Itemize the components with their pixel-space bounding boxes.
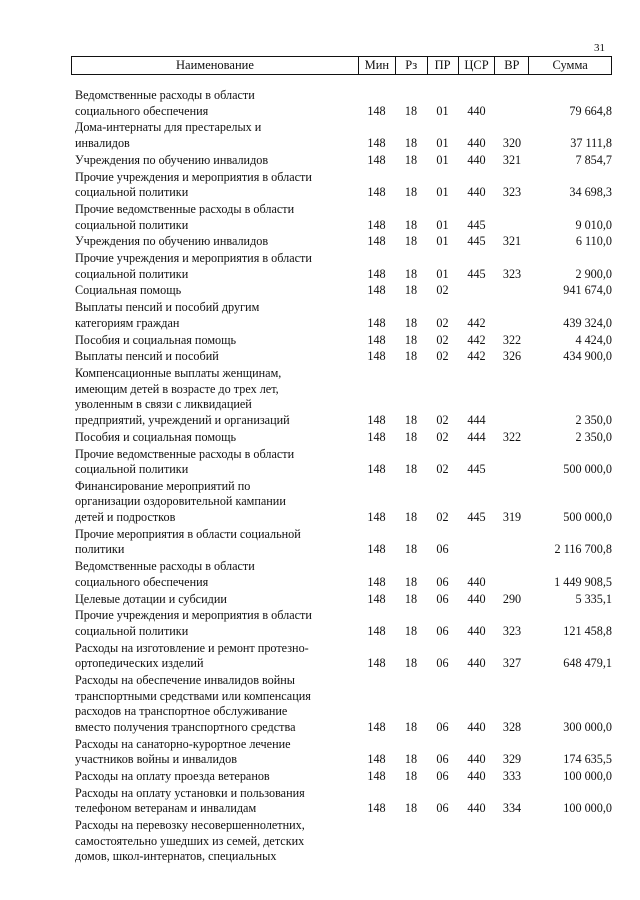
row-name (71, 592, 358, 608)
row-min: 148 (367, 103, 386, 118)
row-name (71, 786, 358, 817)
row-csr: 440 (467, 103, 486, 118)
row-pr: 06 (436, 542, 449, 557)
row-name-line: социального обеспечения (75, 103, 209, 118)
table-row (71, 641, 612, 672)
table-row (71, 234, 612, 250)
row-pr: 01 (436, 103, 449, 118)
row-rz: 18 (404, 234, 418, 249)
row-name-line: Прочие мероприятия в области социальной (75, 526, 301, 541)
row-name (71, 559, 358, 590)
row-name (71, 430, 358, 446)
row-rz: 18 (404, 510, 418, 525)
row-name (71, 170, 358, 201)
row-name-line: Прочие ведомственные расходы в области (75, 446, 295, 461)
row-pr: 02 (436, 283, 449, 298)
row-min: 148 (367, 591, 386, 606)
row-sum: 2 900,0 (575, 266, 612, 281)
row-csr: 440 (467, 623, 486, 638)
header-sum: Сумма (528, 57, 611, 74)
row-name-line: Расходы на оплату установки и пользования (75, 785, 305, 800)
row-name (71, 349, 358, 365)
row-sum: 2 116 700,8 (554, 542, 612, 557)
table-row (71, 592, 612, 608)
row-min: 148 (367, 135, 386, 150)
row-name-line: социального обеспечения (75, 574, 209, 589)
row-name (71, 202, 358, 233)
table-row (71, 349, 612, 365)
row-sum: 6 110,0 (575, 234, 612, 249)
row-name-line: Расходы на обеспечение инвалидов войны (75, 673, 295, 688)
row-name (71, 88, 358, 119)
row-vr: 329 (502, 752, 522, 767)
row-csr: 445 (467, 462, 486, 477)
row-vr: 320 (502, 135, 522, 150)
page-number: 31 (594, 42, 605, 54)
table-row (71, 366, 612, 428)
row-rz: 18 (404, 574, 418, 589)
row-name-line: ортопедических изделий (75, 656, 204, 671)
row-name-line: Учреждения по обучению инвалидов (75, 152, 269, 167)
row-pr: 06 (436, 769, 449, 784)
row-rz: 18 (404, 542, 418, 557)
row-pr: 02 (436, 510, 449, 525)
row-csr: 440 (467, 656, 486, 671)
row-name-line: Расходы на перевозку несовершеннолетних, (75, 818, 305, 833)
header-rz: Рз (395, 57, 427, 74)
row-min: 148 (367, 266, 386, 281)
row-csr: 440 (467, 152, 486, 167)
row-vr: 323 (502, 623, 522, 638)
row-name-line: социальной политики (75, 266, 189, 281)
row-name (71, 527, 358, 558)
row-name (71, 818, 358, 865)
row-rz: 18 (404, 591, 418, 606)
table-row (71, 251, 612, 282)
row-name (71, 673, 358, 735)
row-name-line: телефоном ветеранам и инвалидам (75, 801, 257, 816)
row-csr: 440 (467, 185, 486, 200)
row-csr: 440 (467, 135, 486, 150)
row-vr: 319 (502, 510, 522, 525)
row-name (71, 447, 358, 478)
row-vr: 326 (502, 349, 522, 364)
budget-table (71, 56, 612, 866)
row-rz: 18 (404, 332, 418, 347)
row-sum: 37 111,8 (570, 135, 612, 150)
row-name-line: Расходы на изготовление и ремонт протезно- (75, 640, 309, 655)
row-name (71, 479, 358, 526)
row-name-line: Финансирование мероприятий по (75, 478, 251, 493)
row-sum: 5 335,1 (575, 591, 612, 606)
row-sum: 434 900,0 (563, 349, 612, 364)
table-row (71, 527, 612, 558)
row-name-line: Пособия и социальная помощь (75, 332, 237, 347)
row-name-line: Ведомственные расходы в области (75, 559, 255, 574)
row-name-line: Целевые дотации и субсидии (75, 591, 227, 606)
row-pr: 02 (436, 429, 449, 444)
row-min: 148 (367, 801, 386, 816)
row-name (71, 283, 358, 299)
row-name-line: Учреждения по обучению инвалидов (75, 234, 269, 249)
row-min: 148 (367, 234, 386, 249)
row-min: 148 (367, 719, 386, 734)
row-name-line: участников войны и инвалидов (75, 752, 238, 767)
row-csr: 440 (467, 719, 486, 734)
row-name-line: Ведомственные расходы в области (75, 88, 255, 102)
row-sum: 648 479,1 (563, 656, 612, 671)
row-name (71, 769, 358, 785)
row-sum: 121 458,8 (563, 623, 612, 638)
row-min: 148 (367, 315, 386, 330)
row-min: 148 (367, 752, 386, 767)
row-csr: 442 (467, 332, 486, 347)
table-row (71, 153, 612, 169)
table-row (71, 786, 612, 817)
row-sum: 500 000,0 (563, 510, 612, 525)
row-pr: 06 (436, 591, 449, 606)
row-min: 148 (367, 217, 386, 232)
row-csr: 444 (467, 429, 486, 444)
row-name (71, 251, 358, 282)
row-sum: 300 000,0 (563, 719, 612, 734)
row-sum: 4 424,0 (575, 332, 612, 347)
row-rz: 18 (404, 462, 418, 477)
row-name-line: Прочие учреждения и мероприятия в области (75, 608, 312, 623)
row-sum: 79 664,8 (569, 103, 612, 118)
table-row (71, 202, 612, 233)
row-rz: 18 (404, 283, 418, 298)
row-rz: 18 (404, 103, 418, 118)
row-sum: 9 010,0 (575, 217, 612, 232)
table-row (71, 559, 612, 590)
row-pr: 01 (436, 185, 449, 200)
row-name-line: социальной политики (75, 217, 189, 232)
row-pr: 02 (436, 332, 449, 347)
row-name-line: имеющим детей в возрасте до трех лет, (75, 381, 279, 396)
row-name-line: детей и подростков (75, 510, 176, 525)
row-csr: 445 (467, 234, 486, 249)
row-rz: 18 (404, 719, 418, 734)
row-vr: 322 (502, 332, 522, 347)
row-rz: 18 (404, 656, 418, 671)
row-min: 148 (367, 152, 386, 167)
row-min: 148 (367, 769, 386, 784)
row-name-line: Прочие ведомственные расходы в области (75, 201, 295, 216)
row-vr: 321 (502, 234, 522, 249)
row-rz: 18 (404, 135, 418, 150)
row-pr: 06 (436, 719, 449, 734)
row-vr: 321 (502, 152, 522, 167)
row-pr: 06 (436, 623, 449, 638)
row-name-line: Пособия и социальная помощь (75, 429, 237, 444)
row-vr: 327 (502, 656, 522, 671)
row-sum: 100 000,0 (563, 769, 612, 784)
row-name-line: уволенным в связи с ликвидацией (75, 397, 252, 412)
row-rz: 18 (404, 217, 418, 232)
row-name (71, 641, 358, 672)
row-pr: 02 (436, 412, 449, 427)
row-csr: 442 (467, 349, 486, 364)
row-rz: 18 (404, 412, 418, 427)
table-row (71, 818, 612, 865)
row-vr: 323 (502, 266, 522, 281)
row-name-line: Расходы на оплату проезда ветеранов (75, 769, 270, 784)
row-sum: 2 350,0 (575, 429, 612, 444)
row-rz: 18 (404, 185, 418, 200)
row-name-line: вместо получения транспортного средства (75, 719, 296, 734)
row-pr: 06 (436, 801, 449, 816)
row-pr: 01 (436, 234, 449, 249)
row-pr: 06 (436, 656, 449, 671)
row-name-line: Выплаты пенсий и пособий (75, 349, 219, 364)
row-name-line: расходов на транспортное обслуживание (75, 704, 288, 719)
row-name-line: категориям граждан (75, 315, 180, 330)
row-pr: 01 (436, 266, 449, 281)
row-min: 148 (367, 656, 386, 671)
row-name-line: социальной политики (75, 462, 189, 477)
row-name-line: самостоятельно ушедших из семей, детских (75, 833, 305, 848)
row-pr: 06 (436, 574, 449, 589)
row-csr: 445 (467, 217, 486, 232)
row-sum: 174 635,5 (563, 752, 612, 767)
row-sum: 100 000,0 (563, 801, 612, 816)
table-row (71, 120, 612, 151)
row-pr: 02 (436, 462, 449, 477)
table-row (71, 300, 612, 331)
row-min: 148 (367, 429, 386, 444)
row-sum: 7 854,7 (575, 152, 612, 167)
row-vr: 290 (502, 591, 522, 606)
header-name: Наименование (176, 58, 254, 72)
row-min: 148 (367, 283, 386, 298)
row-name (71, 234, 358, 250)
row-min: 148 (367, 349, 386, 364)
row-rz: 18 (404, 623, 418, 638)
row-name-line: Расходы на санаторно-курортное лечение (75, 736, 291, 751)
row-rz: 18 (404, 429, 418, 444)
row-name-line: инвалидов (75, 135, 130, 150)
row-vr: 323 (502, 185, 522, 200)
row-name (71, 120, 358, 151)
table-row (71, 769, 612, 785)
row-vr: 322 (502, 429, 522, 444)
table-row (71, 333, 612, 349)
row-name (71, 300, 358, 331)
row-pr: 02 (436, 315, 449, 330)
row-name-line: социальной политики (75, 185, 189, 200)
header-vr: ВР (494, 57, 528, 74)
row-csr: 445 (467, 266, 486, 281)
row-sum: 500 000,0 (563, 462, 612, 477)
row-rz: 18 (404, 349, 418, 364)
row-name (71, 366, 358, 428)
row-rz: 18 (404, 152, 418, 167)
row-name-line: Дома-интернаты для престарелых и (75, 120, 262, 135)
row-vr: 333 (502, 769, 522, 784)
row-name-line: Прочие учреждения и мероприятия в области (75, 251, 312, 266)
row-name-line: Компенсационные выплаты женщинам, (75, 366, 282, 381)
row-rz: 18 (404, 266, 418, 281)
row-min: 148 (367, 574, 386, 589)
row-pr: 01 (436, 135, 449, 150)
row-name-line: домов, школ-интернатов, специальных (75, 849, 277, 864)
row-min: 148 (367, 332, 386, 347)
row-csr: 445 (467, 510, 486, 525)
table-row (71, 608, 612, 639)
row-sum: 2 350,0 (575, 412, 612, 427)
row-pr: 02 (436, 349, 449, 364)
row-name-line: Прочие учреждения и мероприятия в области (75, 169, 312, 184)
header-csr: ЦСР (458, 57, 495, 74)
header-min: Мин (358, 57, 395, 74)
row-name-line: предприятий, учреждений и организаций (75, 412, 290, 427)
row-name (71, 737, 358, 768)
table-row (71, 430, 612, 446)
row-name-line: Социальная помощь (75, 283, 182, 298)
row-min: 148 (367, 185, 386, 200)
row-rz: 18 (404, 801, 418, 816)
table-header (71, 56, 612, 75)
row-sum: 1 449 908,5 (554, 574, 612, 589)
row-rz: 18 (404, 315, 418, 330)
row-vr: 334 (502, 801, 522, 816)
row-vr: 328 (502, 719, 522, 734)
table-row (71, 673, 612, 735)
table-row (71, 447, 612, 478)
row-csr: 444 (467, 412, 486, 427)
row-name-line: транспортными средствами или компенсация (75, 688, 311, 703)
row-rz: 18 (404, 769, 418, 784)
table-row (71, 737, 612, 768)
row-sum: 34 698,3 (569, 185, 612, 200)
table-row (71, 479, 612, 526)
row-name-line: Выплаты пенсий и пособий другим (75, 300, 260, 315)
table-body (71, 88, 612, 866)
row-pr: 01 (436, 217, 449, 232)
row-min: 148 (367, 462, 386, 477)
row-name (71, 153, 358, 169)
row-name-line: социальной политики (75, 623, 189, 638)
table-row (71, 283, 612, 299)
row-name-line: политики (75, 542, 125, 557)
row-csr: 440 (467, 801, 486, 816)
row-csr: 442 (467, 315, 486, 330)
header-pr: ПР (427, 57, 458, 74)
row-name (71, 608, 358, 639)
row-rz: 18 (404, 752, 418, 767)
table-row (71, 88, 612, 119)
table-row (71, 170, 612, 201)
row-sum: 941 674,0 (563, 283, 612, 298)
row-csr: 440 (467, 574, 486, 589)
row-min: 148 (367, 623, 386, 638)
row-sum: 439 324,0 (563, 315, 612, 330)
row-name-line: организации оздоровительной кампании (75, 494, 286, 509)
row-csr: 440 (467, 769, 486, 784)
row-name (71, 333, 358, 349)
row-min: 148 (367, 510, 386, 525)
row-pr: 06 (436, 752, 449, 767)
row-min: 148 (367, 542, 386, 557)
row-min: 148 (367, 412, 386, 427)
row-csr: 440 (467, 752, 486, 767)
row-csr: 440 (467, 591, 486, 606)
row-pr: 01 (436, 152, 449, 167)
